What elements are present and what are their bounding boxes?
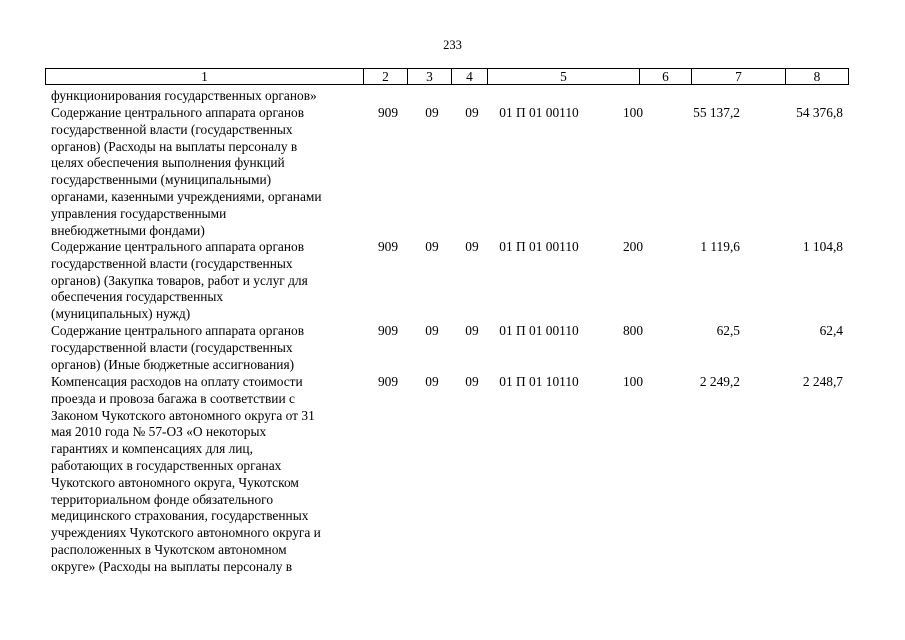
row-description [51, 88, 366, 105]
cell-subsection: 09 [465, 323, 479, 338]
cell-section: 09 [425, 105, 439, 120]
description-line: Содержание центрального аппарата органов [51, 323, 305, 338]
description-line: гарантиях и компенсациях для лиц, [51, 441, 253, 457]
description-line: (муниципальных) нужд) [51, 306, 191, 322]
description-line: округе» (Расходы на выплаты персоналу в [51, 558, 293, 574]
description-line: проезда и провоза багажа в соответствии с [51, 390, 295, 406]
cell-ministry-code: 909 [377, 323, 399, 338]
cell-target-article: 01 П 01 00110 [499, 239, 579, 254]
cell-subsection: 09 [465, 105, 479, 120]
cell-expense-type: 100 [622, 374, 644, 389]
header-col-5: 5 [488, 69, 640, 84]
header-col-3: 3 [408, 69, 452, 84]
cell-amount-col7: 2 249,2 [699, 374, 740, 389]
header-col-2: 2 [364, 69, 408, 84]
description-line: государственной власти (государственных [51, 339, 293, 355]
description-line: работающих в государственных органах [51, 457, 282, 473]
cell-target-article: 01 П 01 00110 [499, 105, 579, 120]
description-line: обеспечения государственных [51, 289, 224, 305]
cell-target-article: 01 П 01 10110 [499, 374, 579, 389]
description-line: медицинского страхования, государственных [51, 508, 309, 524]
header-col-8: 8 [813, 69, 821, 84]
description-line: органами, казенными учреждениями, органами [51, 188, 322, 204]
description-line: территориальном фонде обязательного [51, 491, 274, 507]
description-line: мая 2010 года № 57-ОЗ «О некоторых [51, 424, 267, 440]
row-description [51, 323, 366, 373]
cell-amount-col7: 1 119,6 [700, 239, 740, 254]
row-description [51, 374, 366, 576]
cell-expense-type: 100 [622, 105, 644, 120]
description-line: органов) (Расходы на выплаты персоналу в [51, 138, 298, 154]
description-line: учреждениях Чукотского автономного округа и [51, 525, 321, 541]
cell-section: 09 [425, 239, 439, 254]
cell-expense-type: 800 [622, 323, 644, 338]
cell-target-article: 01 П 01 00110 [499, 323, 579, 338]
header-col-4: 4 [452, 69, 488, 84]
cell-amount-col8: 1 104,8 [802, 239, 843, 254]
description-line: Содержание центрального аппарата органов [51, 105, 305, 120]
cell-amount-col7: 55 137,2 [693, 105, 740, 120]
description-line: государственными (муниципальными) [51, 172, 272, 188]
cell-subsection: 09 [465, 374, 479, 389]
description-line: функционирования государственных органов» [51, 88, 317, 103]
description-line: внебюджетными фондами) [51, 222, 205, 238]
cell-subsection: 09 [465, 239, 479, 254]
cell-ministry-code: 909 [377, 374, 399, 389]
description-line: государственной власти (государственных [51, 255, 293, 271]
cell-expense-type: 200 [622, 239, 644, 254]
description-line: органов) (Иные бюджетные ассигнования) [51, 356, 295, 372]
description-line: Компенсация расходов на оплату стоимости [51, 374, 303, 389]
header-col-6: 6 [640, 69, 692, 84]
cell-section: 09 [425, 323, 439, 338]
row-description [51, 105, 366, 239]
cell-amount-col8: 54 376,8 [796, 105, 843, 120]
table-header-row [45, 68, 849, 85]
cell-section: 09 [425, 374, 439, 389]
cell-ministry-code: 909 [377, 105, 399, 120]
cell-amount-col8: 2 248,7 [802, 374, 843, 389]
description-line: целях обеспечения выполнения функций [51, 155, 285, 171]
header-col-7: 7 [692, 69, 786, 84]
description-line: управления государственными [51, 205, 227, 221]
description-line: Чукотского автономного округа, Чукотском [51, 474, 299, 490]
row-description [51, 239, 366, 323]
cell-ministry-code: 909 [377, 239, 399, 254]
description-line: расположенных в Чукотском автономном [51, 541, 287, 557]
description-line: государственной власти (государственных [51, 121, 293, 137]
description-line: Законом Чукотского автономного округа от 31 [51, 407, 315, 423]
cell-amount-col8: 62,4 [819, 323, 843, 338]
page-number: 233 [443, 38, 462, 52]
cell-amount-col7: 62,5 [716, 323, 740, 338]
header-col-1: 1 [46, 69, 364, 84]
description-line: Содержание центрального аппарата органов [51, 239, 305, 254]
description-line: органов) (Закупка товаров, работ и услуг для [51, 272, 308, 288]
